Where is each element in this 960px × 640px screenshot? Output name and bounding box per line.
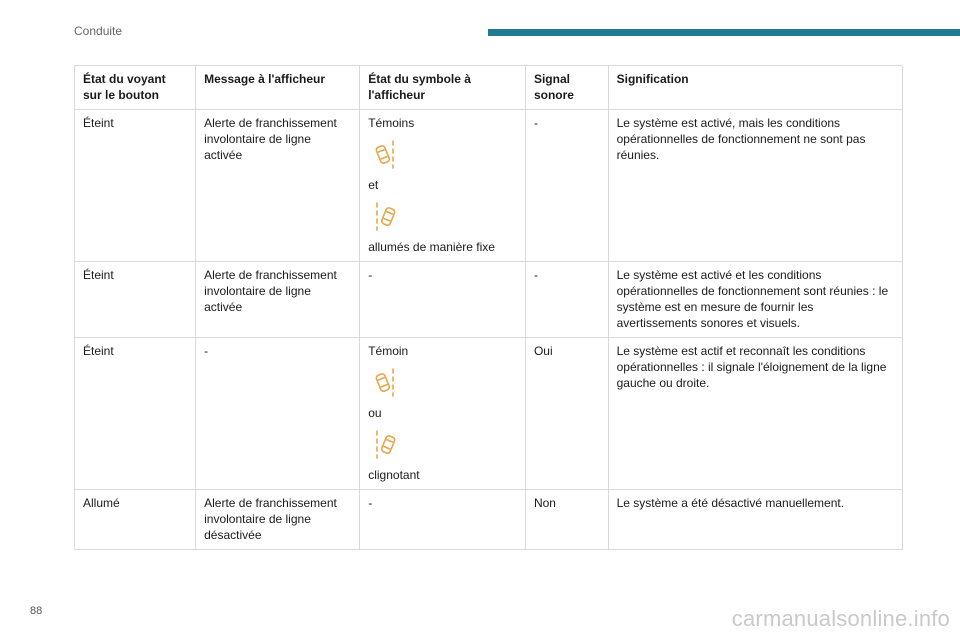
cell-led-state: Éteint (75, 338, 196, 490)
lane-departure-right-icon (374, 367, 398, 397)
lane-departure-status-table (74, 65, 903, 550)
header-accent-bar (488, 29, 960, 36)
symbol-intro: Témoins (368, 116, 415, 130)
header-message: Message à l'afficheur (196, 66, 360, 110)
cell-meaning: Le système est activé, mais les conditions opérationnelles de fonctionnement ne sont pas réunies. (608, 110, 902, 262)
cell-symbol-state: - (360, 262, 526, 338)
lane-departure-left-icon (374, 429, 398, 459)
cell-sound: - (525, 110, 608, 262)
table-header-row (75, 66, 903, 110)
header-meaning: Signification (608, 66, 902, 110)
table-row (75, 490, 903, 550)
header-symbol-state: État du symbole à l'afficheur (360, 66, 526, 110)
header-sound: Signal sonore (525, 66, 608, 110)
symbol-outro: allumés de manière fixe (368, 240, 495, 254)
table-row (75, 262, 903, 338)
cell-symbol-state (360, 338, 526, 490)
cell-symbol-state (360, 110, 526, 262)
page-number: 88 (30, 605, 43, 617)
symbol-intro: Témoin (368, 344, 409, 358)
cell-sound: Oui (525, 338, 608, 490)
section-title: Conduite (74, 24, 123, 38)
cell-sound: Non (525, 490, 608, 550)
cell-led-state: Allumé (75, 490, 196, 550)
symbol-join: ou (368, 406, 382, 420)
lane-departure-left-icon (374, 201, 398, 231)
cell-symbol-state: - (360, 490, 526, 550)
table-row (75, 110, 903, 262)
symbol-outro: clignotant (368, 468, 420, 482)
header-led-state: État du voyant sur le bouton (75, 66, 196, 110)
cell-led-state: Éteint (75, 262, 196, 338)
table-row (75, 338, 903, 490)
lane-departure-right-icon (374, 139, 398, 169)
symbol-join: et (368, 178, 379, 192)
cell-sound: - (525, 262, 608, 338)
cell-message: Alerte de franchissement involontaire de ligne activée (196, 262, 360, 338)
cell-meaning: Le système est activé et les conditions opérationnelles de fonctionnement sont réunies : le système est en mesure de fournir les avertissements sonores et visuels. (608, 262, 902, 338)
cell-message: Alerte de franchissement involontaire de ligne désactivée (196, 490, 360, 550)
cell-message: - (196, 338, 360, 490)
cell-led-state: Éteint (75, 110, 196, 262)
cell-meaning: Le système a été désactivé manuellement. (608, 490, 902, 550)
cell-message: Alerte de franchissement involontaire de ligne activée (196, 110, 360, 262)
cell-meaning: Le système est actif et reconnaît les conditions opérationnelles : il signale l'éloignement de la ligne gauche ou droite. (608, 338, 902, 490)
watermark: carmanualsonline.info (731, 606, 950, 631)
